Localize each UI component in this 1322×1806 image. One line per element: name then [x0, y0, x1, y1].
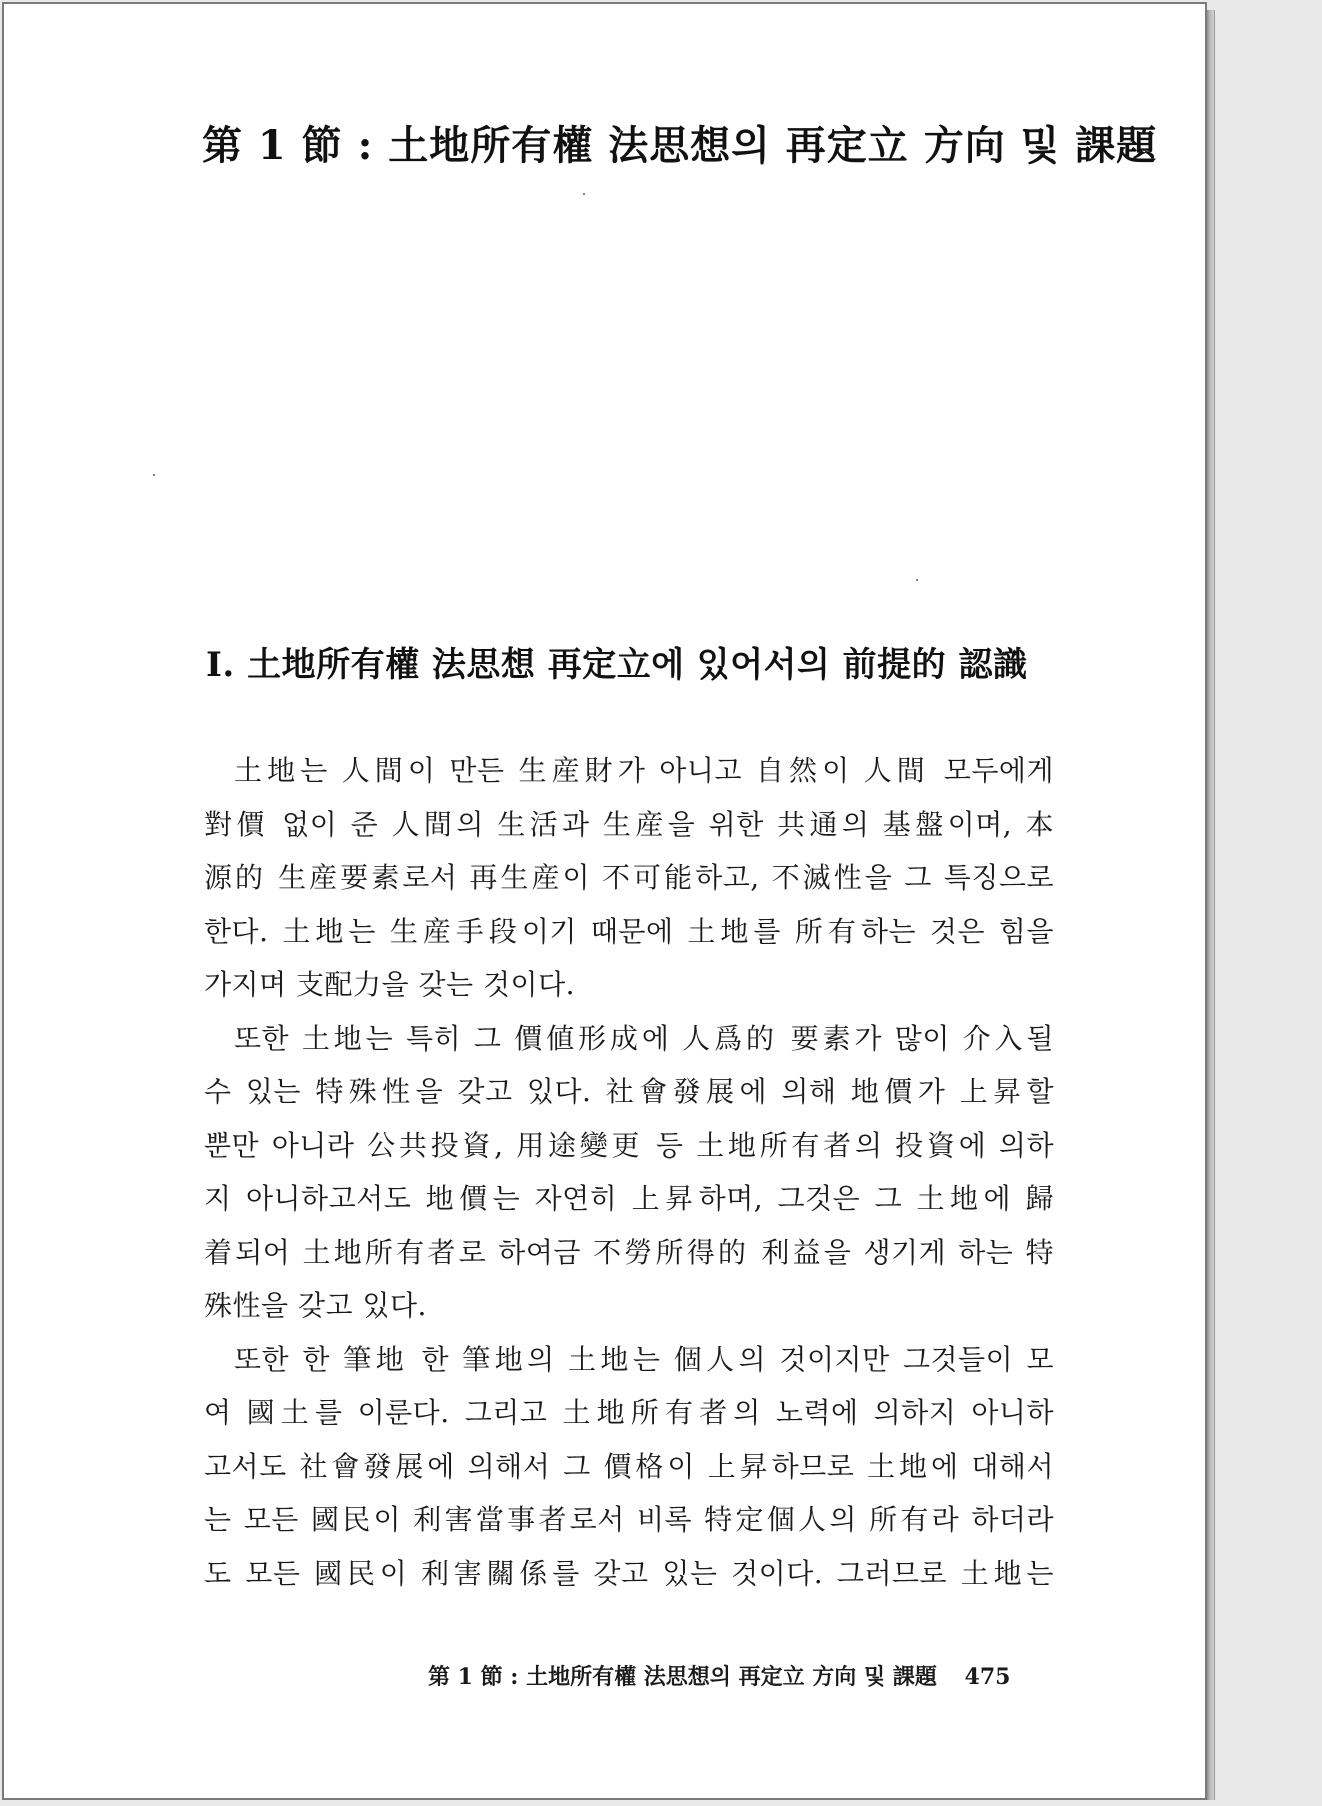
- page-edge-shadow: [1207, 10, 1215, 1800]
- book-page: [2, 2, 1207, 1800]
- scan-speck: [583, 193, 585, 195]
- scan-speck: [153, 474, 155, 476]
- running-footer: [428, 1657, 1048, 1697]
- section-title: 第 1 節 : 土地所有權 法思想의 再定立 方向 및 課題: [202, 122, 1158, 169]
- page-number: 475: [964, 1664, 1011, 1690]
- body-text: [204, 744, 1054, 1600]
- text-line: 着되어 土地所有者로 하여금 不勞所得的 利益을 생기게 하는 特: [204, 1235, 1054, 1269]
- text-line: 殊性을 갖고 있다.: [204, 1289, 427, 1322]
- text-line: 한다. 土地는 生産手段이기 때문에 土地를 所有하는 것은 힘을: [204, 914, 1054, 948]
- subsection-title: Ⅰ. 土地所有權 法思想 再定立에 있어서의 前提的 認識: [206, 645, 1028, 685]
- text-line: 수 있는 特殊性을 갖고 있다. 社會發展에 의해 地價가 上昇할: [204, 1075, 1054, 1108]
- text-line: 또한 土地는 특히 그 價値形成에 人爲的 要素가 많이 介入될: [234, 1021, 1054, 1055]
- text-line: 여 國土를 이룬다. 그리고 土地所有者의 노력에 의하지 아니하: [204, 1396, 1054, 1429]
- scan-speck: [916, 579, 918, 581]
- text-line: 고서도 社會發展에 의해서 그 價格이 上昇하므로 土地에 대해서: [204, 1449, 1054, 1483]
- text-line: 가지며 支配力을 갖는 것이다.: [204, 968, 576, 1001]
- text-line: 뿐만 아니라 公共投資, 用途變更 등 土地所有者의 投資에 의하: [204, 1128, 1054, 1162]
- footer-running-title: 第 1 節 : 土地所有權 法思想의 再定立 方向 및 課題: [428, 1664, 937, 1690]
- text-line: 는 모든 國民이 利害當事者로서 비록 特定個人의 所有라 하더라: [204, 1503, 1054, 1536]
- text-line: 또한 한 筆地 한 筆地의 土地는 個人의 것이지만 그것들이 모: [234, 1342, 1054, 1376]
- text-line: 對價 없이 준 人間의 生活과 生産을 위한 共通의 基盤이며, 本: [204, 807, 1054, 841]
- text-line: 源的 生産要素로서 再生産이 不可能하고, 不滅性을 그 특징으로: [204, 861, 1054, 894]
- text-line: 지 아니하고서도 地價는 자연히 上昇하며, 그것은 그 土地에 歸: [204, 1182, 1054, 1215]
- text-line: 도 모든 國民이 利害關係를 갖고 있는 것이다. 그러므로 土地는: [204, 1556, 1054, 1590]
- text-line: 土地는 人間이 만든 生産財가 아니고 自然이 人間 모두에게: [234, 754, 1054, 787]
